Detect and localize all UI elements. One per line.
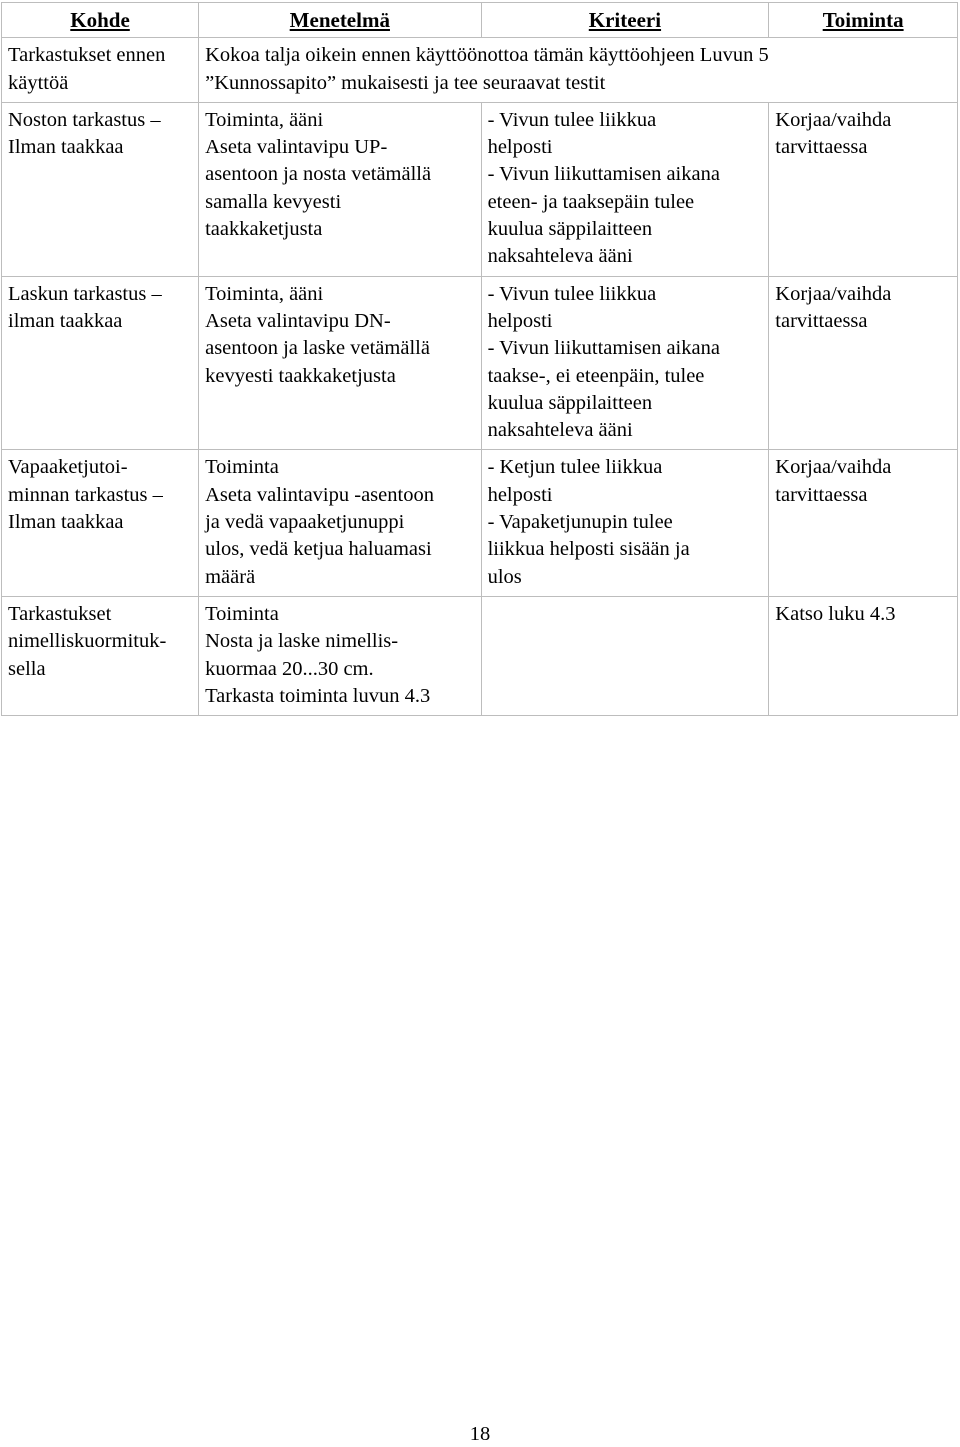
text-line: ja vedä vapaaketjunuppi <box>205 511 405 534</box>
kohde-cell <box>2 276 199 450</box>
toiminta-cell <box>769 102 958 276</box>
text-line: eteen- ja taaksepäin tulee <box>487 190 695 213</box>
kohde-cell <box>2 102 199 276</box>
toiminta-cell <box>769 450 958 596</box>
text-line: kuulua säppilaitteen <box>487 391 653 414</box>
intro-menetelma-cell <box>199 38 958 103</box>
text-line: Nosta ja laske nimellis- <box>205 630 399 653</box>
menetelma-cell <box>199 102 481 276</box>
text-line: Noston tarkastus – <box>8 108 161 131</box>
text-line: naksahteleva ääni <box>487 245 633 268</box>
text-line: sella <box>8 657 46 680</box>
intro-row <box>2 38 958 103</box>
text-line: Toiminta, ääni <box>205 282 324 305</box>
text-line: taakse-, ei eteenpäin, tulee <box>487 364 705 387</box>
kohde-cell <box>2 450 199 596</box>
text-line: Laskun tarkastus – <box>8 282 162 305</box>
text-line: Toiminta, ääni <box>205 108 324 131</box>
kriteeri-cell <box>481 450 769 596</box>
text-line: ulos, vedä ketjua haluamasi <box>205 538 432 561</box>
text-line: Aseta valintavipu DN- <box>205 309 391 332</box>
text-line: Katso luku 4.3 <box>775 602 896 625</box>
kohde-cell <box>2 596 199 715</box>
header-toiminta: Toiminta <box>769 3 958 38</box>
text-line: helposti <box>487 483 553 506</box>
text-line: helposti <box>487 309 553 332</box>
text-line: minnan tarkastus – <box>8 483 163 506</box>
menetelma-cell <box>199 596 481 715</box>
text-line: kevyesti taakkaketjusta <box>205 364 396 387</box>
inspection-table <box>1 2 958 716</box>
table-row <box>2 596 958 715</box>
text-line: Korjaa/vaihda <box>775 108 892 131</box>
text-line: naksahteleva ääni <box>487 419 633 442</box>
table-header <box>2 3 958 38</box>
toiminta-cell <box>769 276 958 450</box>
text-line: - Vivun liikuttamisen aikana <box>487 163 720 186</box>
text-line: tarvittaessa <box>775 136 868 159</box>
text-line: asentoon ja nosta vetämällä <box>205 163 432 186</box>
text-line: Aseta valintavipu -asentoon <box>205 483 434 506</box>
text-line: Korjaa/vaihda <box>775 282 892 305</box>
text-line: ulos <box>487 565 522 588</box>
text-line: tarvittaessa <box>775 309 868 332</box>
text-line: - Vivun liikuttamisen aikana <box>487 337 720 360</box>
text-line: Tarkastukset ennen <box>8 44 166 67</box>
text-line: ”Kunnossapito” mukaisesti ja tee seuraavat testit <box>205 71 606 94</box>
text-line: ilman taakkaa <box>8 309 123 332</box>
text-line: asentoon ja laske vetämällä <box>205 337 430 360</box>
text-line: Toiminta <box>205 602 279 625</box>
kriteeri-cell-empty <box>481 596 769 715</box>
toiminta-cell <box>769 596 958 715</box>
header-menetelma: Menetelmä <box>199 3 481 38</box>
text-line: määrä <box>205 565 256 588</box>
text-line: käyttöä <box>8 71 69 94</box>
text-line: Ilman taakkaa <box>8 136 124 159</box>
kriteeri-cell <box>481 276 769 450</box>
text-line: Ilman taakkaa <box>8 511 124 534</box>
page-number: 18 <box>469 1423 491 1445</box>
text-line: - Ketjun tulee liikkua <box>487 456 663 479</box>
text-line: Kokoa talja oikein ennen käyttöönottoa tämän käyttöohjeen Luvun 5 <box>205 44 769 67</box>
text-line: helposti <box>487 136 553 159</box>
text-line: Aseta valintavipu UP- <box>205 136 388 159</box>
kriteeri-cell <box>481 102 769 276</box>
text-line: taakkaketjusta <box>205 218 323 241</box>
text-line: kuormaa 20...30 cm. <box>205 657 374 680</box>
header-kohde: Kohde <box>2 3 199 38</box>
text-line: Vapaaketjutoi- <box>8 456 128 479</box>
header-row <box>2 3 958 38</box>
table-row <box>2 450 958 596</box>
text-line: Toiminta <box>205 456 279 479</box>
table-row <box>2 276 958 450</box>
text-line: tarvittaessa <box>775 483 868 506</box>
menetelma-cell <box>199 450 481 596</box>
text-line: nimelliskuormituk- <box>8 630 167 653</box>
intro-kohde-cell <box>2 38 199 103</box>
text-line: Korjaa/vaihda <box>775 456 892 479</box>
menetelma-cell <box>199 276 481 450</box>
text-line: - Vivun tulee liikkua <box>487 108 657 131</box>
text-line: kuulua säppilaitteen <box>487 218 653 241</box>
text-line: Tarkastukset <box>8 602 112 625</box>
text-line: liikkua helposti sisään ja <box>487 538 690 561</box>
text-line: Tarkasta toiminta luvun 4.3 <box>205 684 431 707</box>
table-row <box>2 102 958 276</box>
header-kriteeri: Kriteeri <box>481 3 769 38</box>
text-line: samalla kevyesti <box>205 190 342 213</box>
text-line: - Vivun tulee liikkua <box>487 282 657 305</box>
text-line: - Vapaketjunupin tulee <box>487 511 673 534</box>
